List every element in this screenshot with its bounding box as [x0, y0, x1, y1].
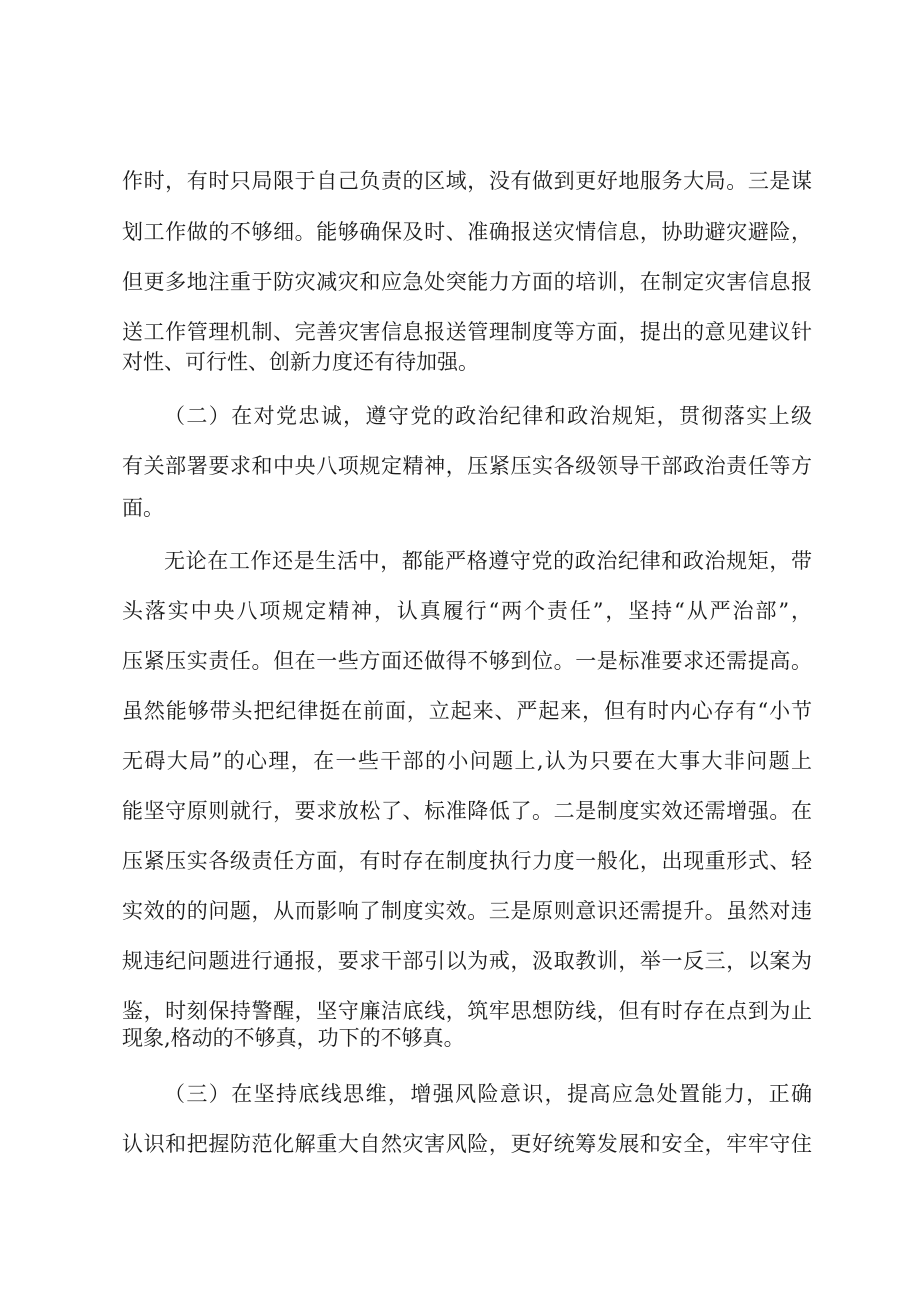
section-heading-line: （二）在对党忠诚，遵守党的政治纪律和政治规矩，贯彻落实上级 — [164, 404, 812, 428]
section-heading-line: 认识和把握防范化解重大自然灾害风险，更好统筹发展和安全，牢牢守住 — [122, 1132, 812, 1156]
paragraph-line: 无碍大局”的心理，在一些干部的小问题上,认为只要在大事大非问题上 — [122, 749, 812, 773]
paragraph-line: 规违纪问题进行通报，要求干部引以为戒，汲取教训，举一反三，以案为 — [122, 949, 812, 973]
paragraph-line: 对性、可行性、创新力度还有待加强。 — [122, 350, 479, 374]
section-heading-line: （三）在坚持底线思维，增强风险意识，提高应急处置能力，正确 — [164, 1082, 812, 1106]
paragraph-line: 划工作做的不够细。能够确保及时、准确报送灾情信息，协助避灾避险， — [122, 220, 812, 244]
paragraph-line: 但更多地注重于防灾减灾和应急处突能力方面的培训，在制定灾害信息报 — [122, 270, 812, 294]
section-heading-line: 有关部署要求和中央八项规定精神，压紧压实各级领导干部政治责任等方 — [122, 454, 812, 478]
paragraph-line: 鉴，时刻保持警醒，坚守廉洁底线，筑牢思想防线，但有时存在点到为止 — [122, 999, 812, 1023]
paragraph-line: 头落实中央八项规定精神，认真履行“两个责任”，坚持“从严治部”， — [122, 599, 812, 623]
paragraph-line: 现象,格动的不够真，功下的不够真。 — [122, 1026, 465, 1050]
paragraph-line: 压紧压实责任。但在一些方面还做得不够到位。一是标准要求还需提高。 — [122, 649, 812, 673]
paragraph-line: 实效的的问题，从而影响了制度实效。三是原则意识还需提升。虽然对违 — [122, 899, 812, 923]
paragraph-line: 送工作管理机制、完善灾害信息报送管理制度等方面，提出的意见建议针 — [122, 320, 812, 344]
paragraph-line: 压紧压实各级责任方面，有时存在制度执行力度一般化，出现重形式、轻 — [122, 849, 812, 873]
paragraph-line: 虽然能够带头把纪律挺在前面，立起来、严起来，但有时内心存有“小节 — [122, 699, 812, 723]
paragraph-line: 作时，有时只局限于自己负责的区域，没有做到更好地服务大局。三是谋 — [122, 169, 812, 193]
section-heading-line: 面。 — [122, 496, 164, 520]
paragraph-line: 能坚守原则就行，要求放松了、标准降低了。二是制度实效还需增强。在 — [122, 799, 812, 823]
paragraph-line: 无论在工作还是生活中，都能严格遵守党的政治纪律和政治规矩，带 — [164, 549, 812, 573]
